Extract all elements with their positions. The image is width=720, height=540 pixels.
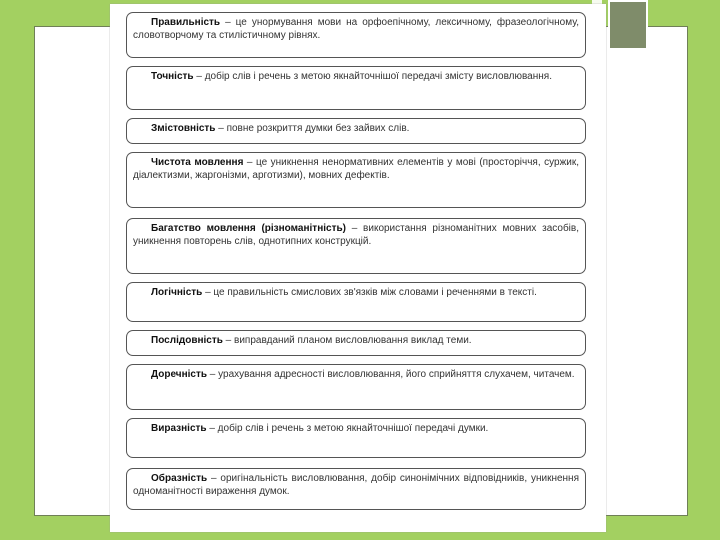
list-item-expressiveness <box>126 418 586 458</box>
list-item-accuracy <box>126 66 586 110</box>
item-term: Правильність <box>151 17 221 28</box>
document-page <box>110 4 606 532</box>
list-item-imagery <box>126 468 586 510</box>
item-text: – це унормування мови на орфоепічному, лексичному, фразеологічному, словотворчому та стилістичному рівнях. <box>133 17 579 41</box>
item-term: Змістовність <box>151 123 216 134</box>
item-text: – урахування адресності висловлювання, його сприйняття слухачем, читачем. <box>207 369 575 380</box>
item-term: Образність <box>151 473 208 484</box>
list-item-correctness <box>126 12 586 58</box>
list-item-logic <box>126 282 586 322</box>
list-item-appropriateness <box>126 364 586 410</box>
item-text: – оригінальність висловлювання, добір синонімічних відповідників, уникнення одноманітності вираження думок. <box>133 473 579 497</box>
list-item-meaningfulness <box>126 118 586 144</box>
list-item-consistency <box>126 330 586 356</box>
item-term: Послідовність <box>151 335 223 346</box>
item-text: – добір слів і речень з метою якнайточнішої передачі змісту висловлювання. <box>193 71 552 82</box>
item-text: – це правильність смислових зв'язків між словами і реченнями в тексті. <box>202 287 537 298</box>
list-item-richness <box>126 218 586 274</box>
item-text: – це уникнення ненормативних елементів у мові (просторіччя, суржик, діалектизми, жаргонізми, арготизми), мовних дефектів. <box>133 157 579 181</box>
item-term: Логічність <box>151 287 203 298</box>
item-term: Точність <box>151 71 194 82</box>
item-text: – виправданий планом висловлювання виклад теми. <box>222 335 472 346</box>
item-term: Доречність <box>151 369 208 380</box>
list-item-purity <box>126 152 586 208</box>
item-term: Чистота мовлення <box>151 157 244 168</box>
item-text: – добір слів і речень з метою якнайточнішої передачі думки. <box>206 423 489 434</box>
decorative-corner-box <box>608 0 648 50</box>
item-term: Виразність <box>151 423 207 434</box>
item-text: – використання різноманітних мовних засобів, уникнення повторень слів, однотипних конструкцій. <box>133 223 579 247</box>
item-term: Багатство мовлення (різноманітність) <box>151 223 346 234</box>
item-text: – повне розкриття думки без зайвих слів. <box>215 123 410 134</box>
